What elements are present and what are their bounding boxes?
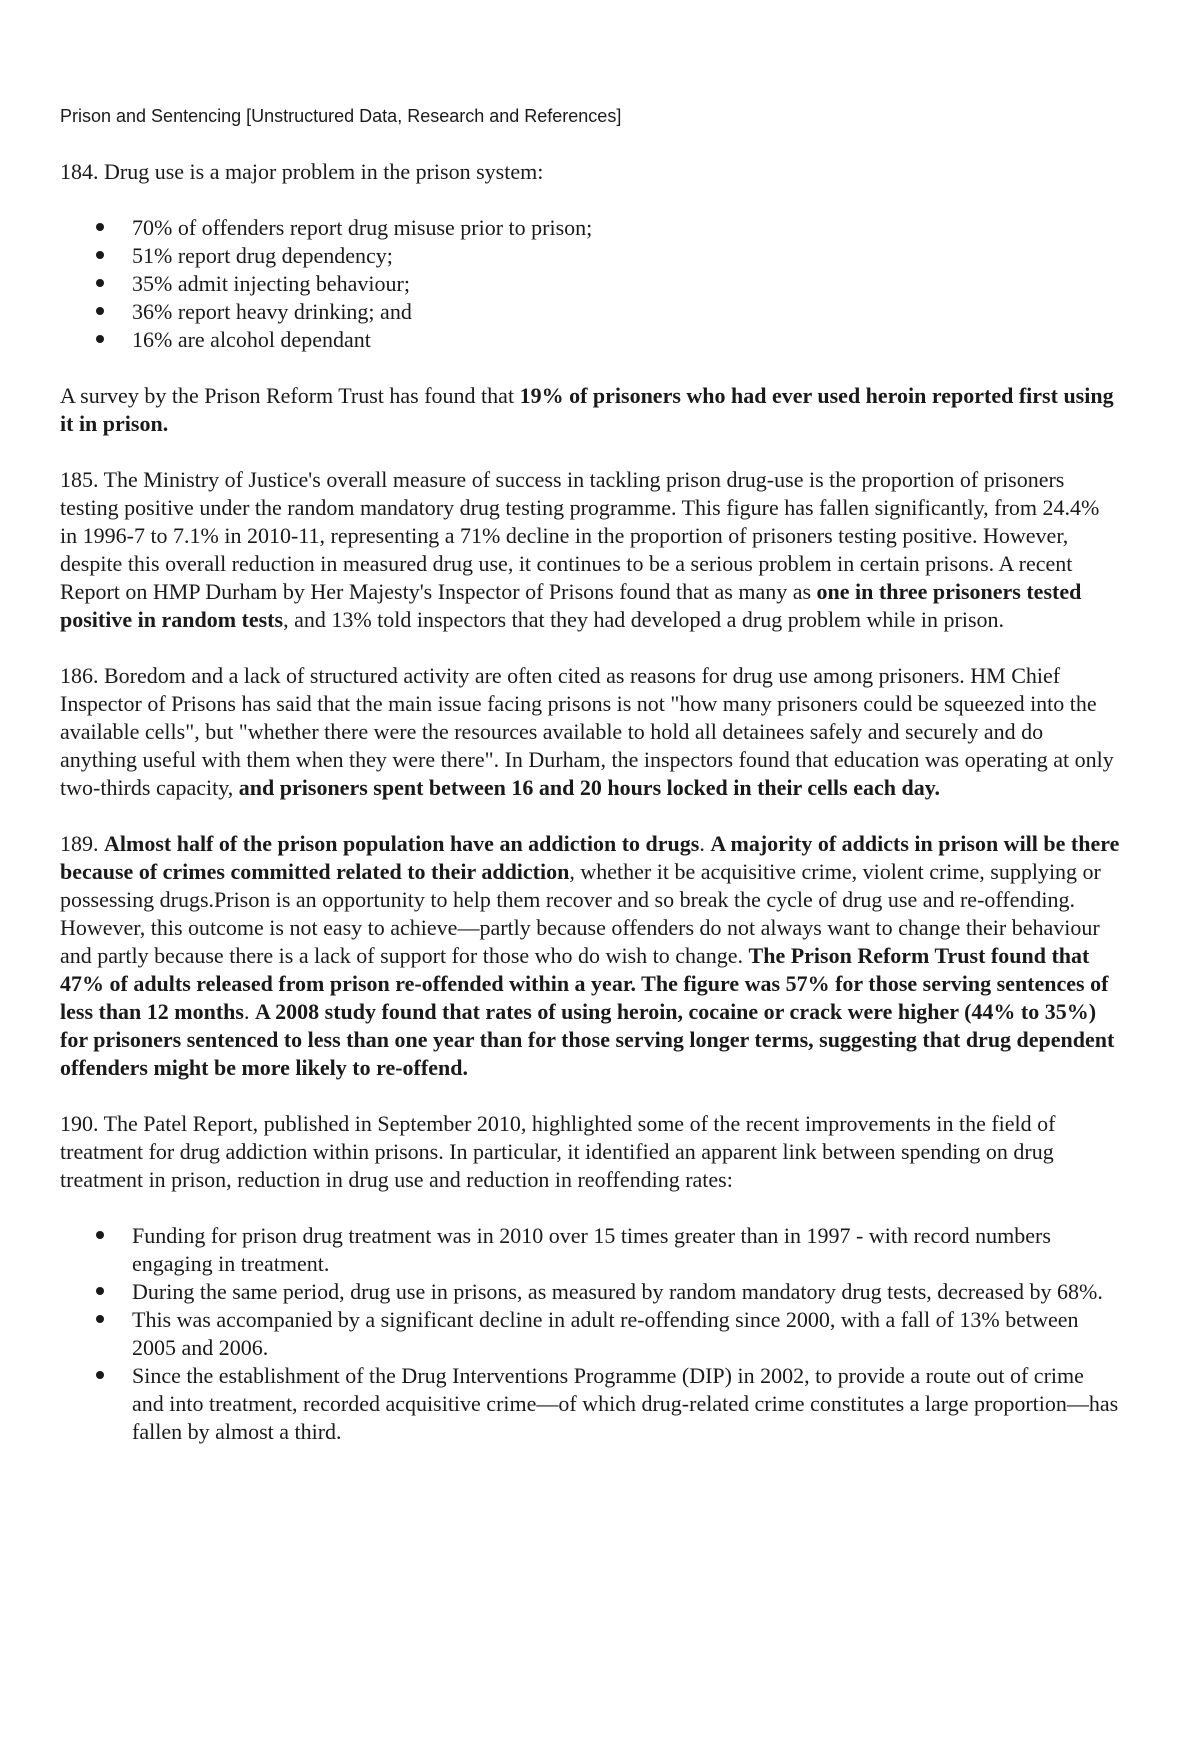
paragraph-survey [60,382,1120,438]
drug-use-stats-list [60,214,1120,354]
list-item: 16% are alcohol dependant [132,326,1120,354]
paragraph-189-highlight-b: A majority of addicts in prison will be there because of crimes committed related to their addiction [60,831,1120,884]
paragraph-185-highlight: one in three prisoners tested positive in random tests [60,579,1082,632]
paragraph-184-intro: 184. Drug use is a major problem in the prison system: [60,159,544,184]
list-item: Funding for prison drug treatment was in 2010 over 15 times greater than in 1997 - with record numbers engaging in treatment. [132,1222,1120,1278]
document-title: Prison and Sentencing [Unstructured Data, Research and References] [60,106,622,126]
document-page [60,104,1120,1474]
paragraph-189-text-a: . [699,831,711,856]
list-item: This was accompanied by a significant decline in adult re-offending since 2000, with a fall of 13% between 2005 and 2006. [132,1306,1120,1362]
list-item: 36% report heavy drinking; and [132,298,1120,326]
paragraph-186-highlight: and prisoners spent between 16 and 20 hours locked in their cells each day. [238,775,941,800]
paragraph-189-text-b: , whether it be acquisitive crime, violent crime, supplying or possessing drugs.Prison is an opportunity to help them recover and so break the cycle of drug use and re-offending. However, this outcome is not easy to achieve—partly because offenders do not always want to change their behaviour and partly because there is a lack of support for those who do wish to change. [60,859,1101,968]
paragraph-190-intro: 190. The Patel Report, published in September 2010, highlighted some of the recent improvements in the field of treatment for drug addiction within prisons. In particular, it identified an apparent link between spending on drug treatment in prison, reduction in drug use and reduction in reoffending rates: [60,1111,1056,1192]
paragraph-189-number: 189. [60,831,104,856]
list-item: Since the establishment of the Drug Interventions Programme (DIP) in 2002, to provide a route out of crime and into treatment, recorded acquisitive crime—of which drug-related crime constitutes a large proportion—has fallen by almost a third. [132,1363,1119,1444]
paragraph-185 [60,466,1120,634]
paragraph-185-text-b: , and 13% told inspectors that they had developed a drug problem while in prison. [283,607,1005,632]
survey-highlight: 19% of prisoners who had ever used heroin reported first using it in prison. [60,383,1114,436]
paragraph-189 [60,830,1120,1082]
paragraph-189-highlight-a: Almost half of the prison population have an addiction to drugs [104,831,700,856]
list-item: 35% admit injecting behaviour; [132,270,1120,298]
paragraph-189-text-c: . [243,999,255,1024]
paragraph-186 [60,662,1120,802]
survey-text: A survey by the Prison Reform Trust has found that [60,383,520,408]
paragraph-186-text-a: 186. Boredom and a lack of structured activity are often cited as reasons for drug use among prisoners. HM Chief Inspector of Prisons has said that the main issue facing prisons is not "how many prisoners could be squeezed into the available cells", but "whether there were the resources available to hold all detainees safely and securely and do anything useful with them when they were there". In Durham, the inspectors found that education was operating at only two-thirds capacity, [60,663,1114,800]
list-item: 70% of offenders report drug misuse prior to prison; [132,214,1120,242]
patel-report-list [60,1222,1120,1446]
paragraph-189-highlight-d: A 2008 study found that rates of using heroin, cocaine or crack were higher (44% to 35%) for prisoners sentenced to less than one year than for those serving longer terms, suggesting that drug dependent offenders might be more likely to re-offend. [60,999,1115,1080]
paragraph-189-highlight-c: The Prison Reform Trust found that 47% of adults released from prison re-offended within a year. The figure was 57% for those serving sentences of less than 12 months [60,943,1109,1024]
list-item: 51% report drug dependency; [132,242,1120,270]
paragraph-185-text-a: 185. The Ministry of Justice's overall measure of success in tackling prison drug-use is the proportion of prisoners testing positive under the random mandatory drug testing programme. This figure has fallen significantly, from 24.4% in 1996-7 to 7.1% in 2010-11, representing a 71% decline in the proportion of prisoners testing positive. However, despite this overall reduction in measured drug use, it continues to be a serious problem in certain prisons. A recent Report on HMP Durham by Her Majesty's Inspector of Prisons found that as many as [60,467,1100,604]
list-item: During the same period, drug use in prisons, as measured by random mandatory drug tests, decreased by 68%. [132,1278,1120,1306]
